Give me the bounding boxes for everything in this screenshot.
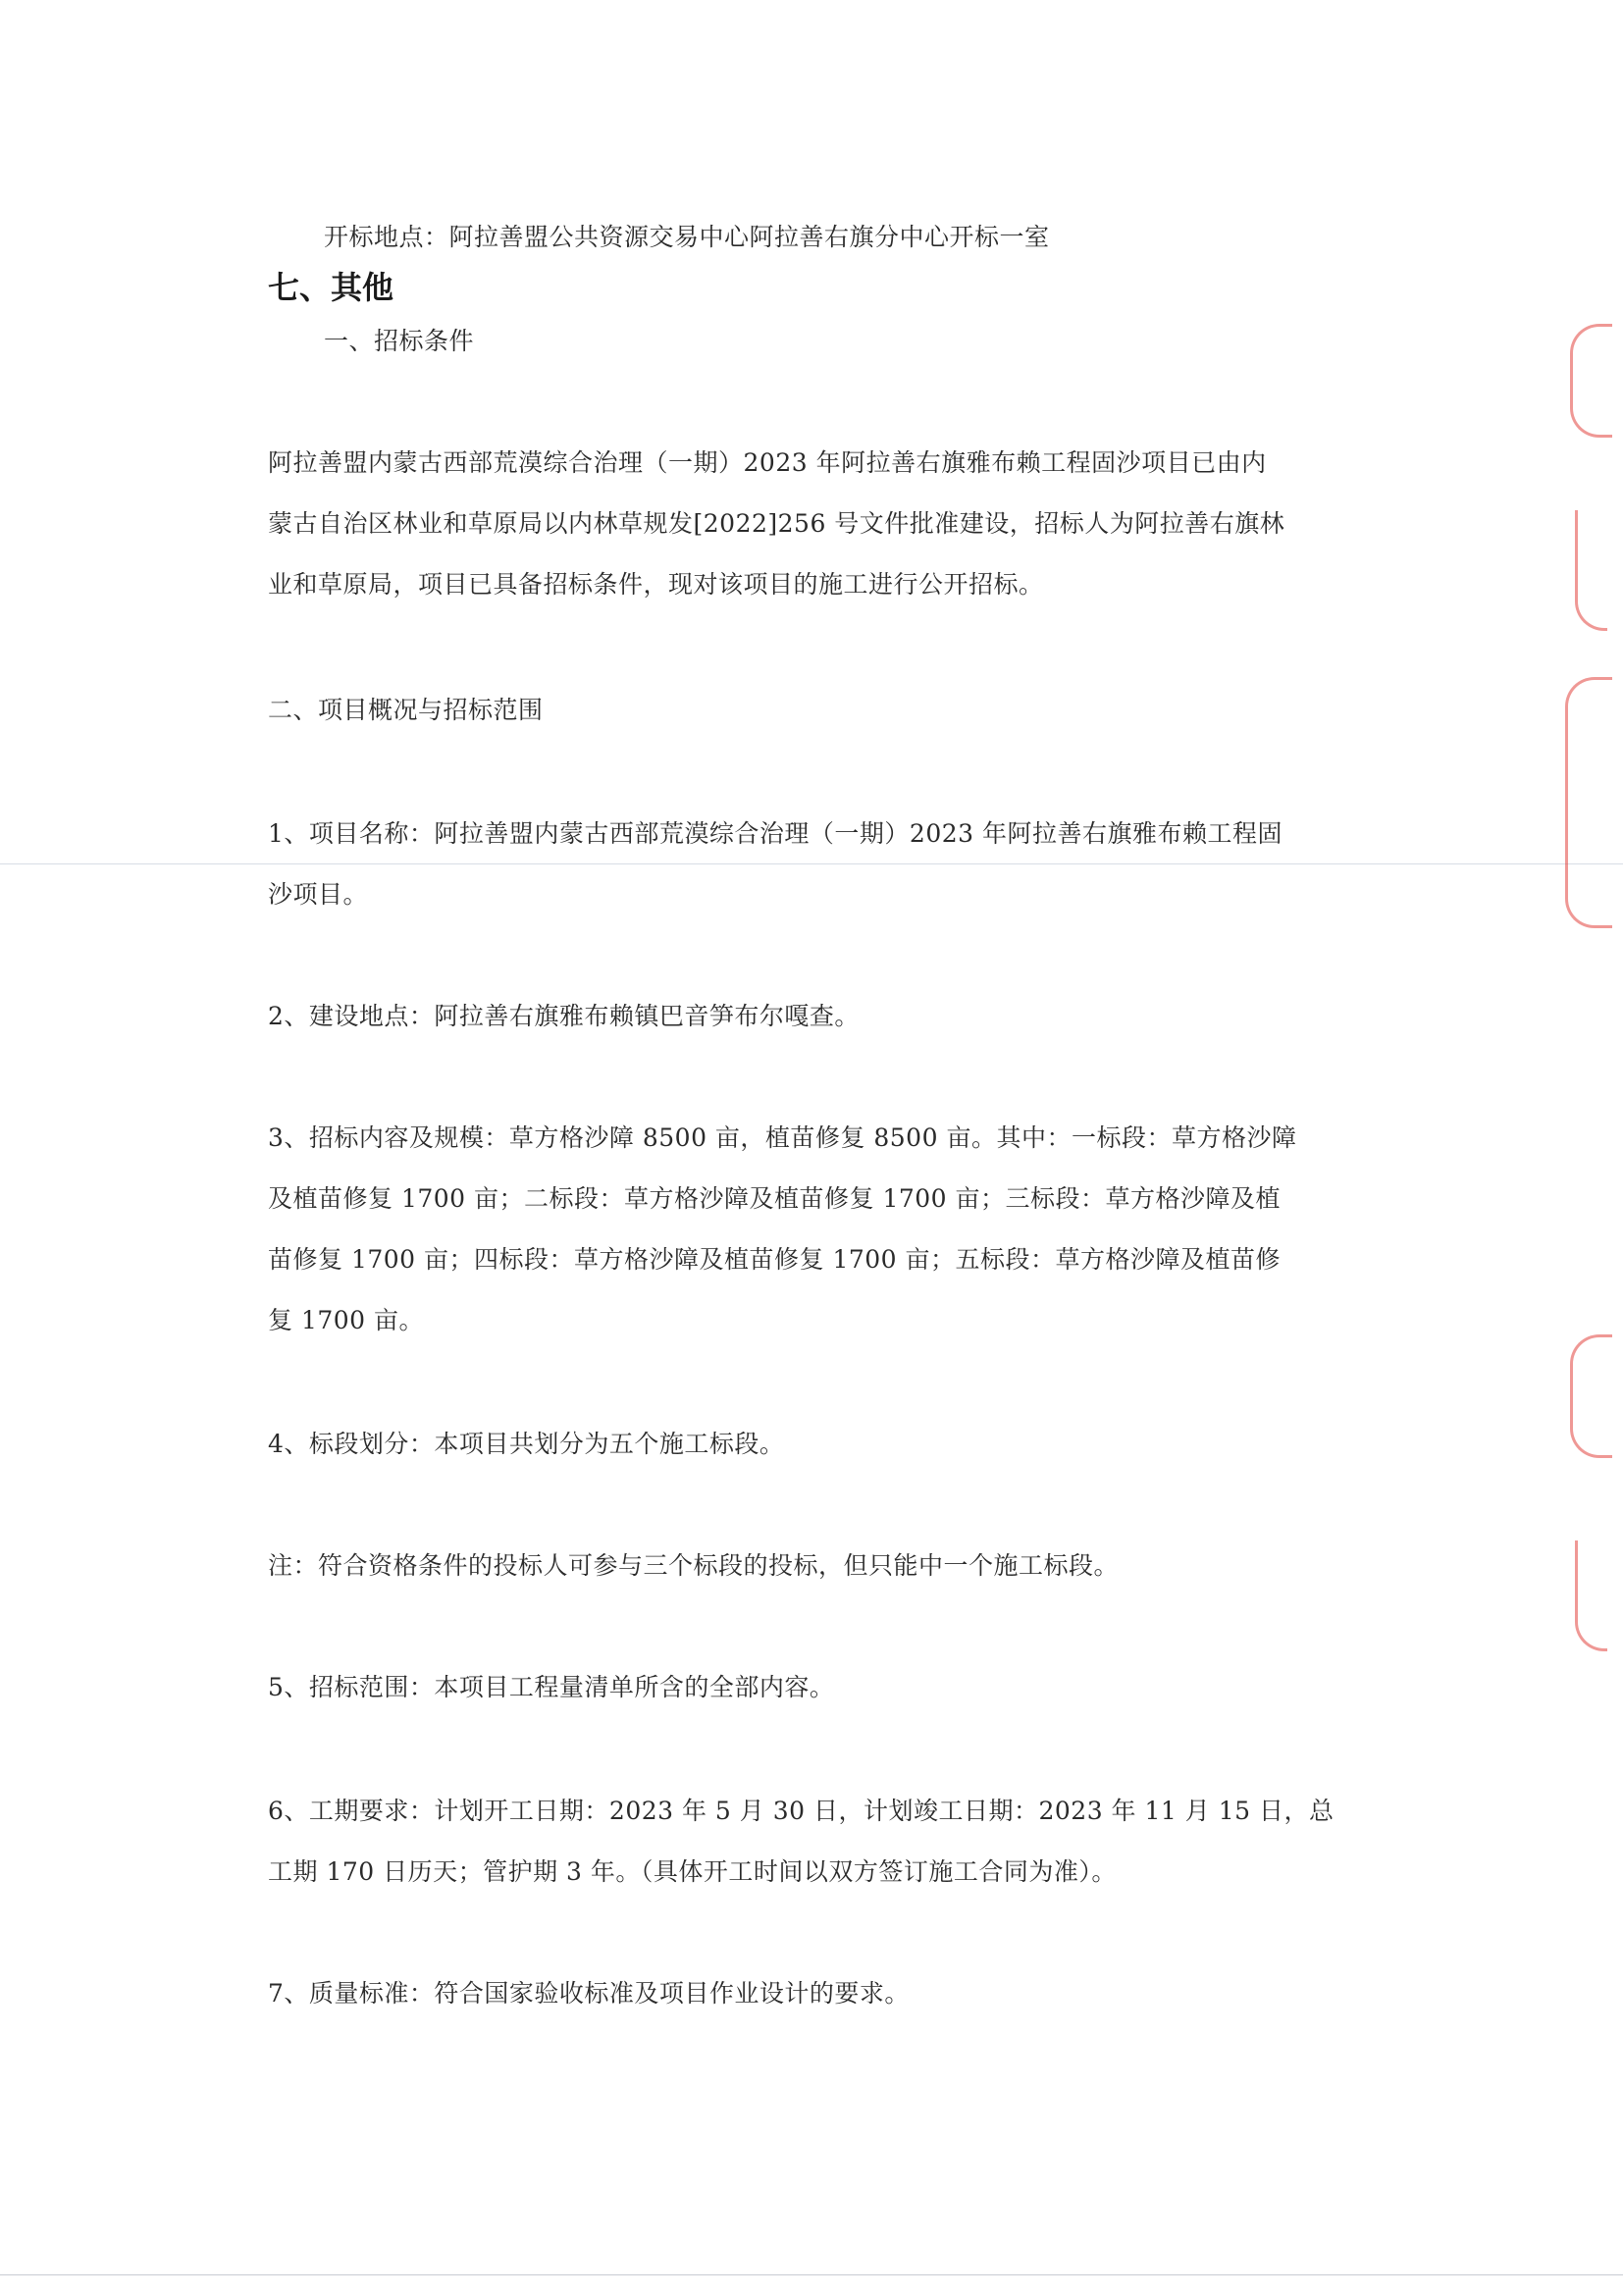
seal-fragment	[1570, 324, 1612, 438]
seal-fragment	[1565, 677, 1612, 928]
sub-title-project-overview: 二、项目概况与招标范围	[268, 696, 544, 724]
sub-title-bid-conditions: 一、招标条件	[324, 327, 475, 355]
seal-fragment	[1575, 510, 1607, 631]
seal-fragment	[1570, 1334, 1612, 1458]
note: 注：符合资格条件的投标人可参与三个标段的投标，但只能中一个施工标段。	[268, 1551, 1120, 1580]
item-scope-content: 3、招标内容及规模：草方格沙障 8500 亩，植苗修复 8500 亩。其中：一标段：草方格沙障	[268, 1123, 1297, 1152]
paragraph-line: 阿拉善盟内蒙古西部荒漠综合治理（一期）2023 年阿拉善右旗雅布赖工程固沙项目已由内	[268, 448, 1267, 477]
scan-line-bottom	[0, 2274, 1623, 2275]
item-schedule: 工期 170 日历天；管护期 3 年。（具体开工时间以双方签订施工合同为准）。	[268, 1857, 1117, 1886]
item-scope-content: 苗修复 1700 亩；四标段：草方格沙障及植苗修复 1700 亩；五标段：草方格沙障及植苗修	[268, 1245, 1282, 1274]
item-scope-content: 复 1700 亩。	[268, 1306, 425, 1334]
item-scope-content: 及植苗修复 1700 亩；二标段：草方格沙障及植苗修复 1700 亩；三标段：草方格沙障及植	[268, 1184, 1282, 1213]
item-project-name-cont: 沙项目。	[268, 880, 369, 909]
opening-location: 开标地点：阿拉善盟公共资源交易中心阿拉善右旗分中心开标一室	[324, 223, 1050, 251]
item-quality: 7、质量标准：符合国家验收标准及项目作业设计的要求。	[268, 1979, 910, 2008]
item-bid-range: 5、招标范围：本项目工程量清单所含的全部内容。	[268, 1673, 835, 1701]
item-project-name: 1、项目名称：阿拉善盟内蒙古西部荒漠综合治理（一期）2023 年阿拉善右旗雅布赖工程固	[268, 819, 1283, 848]
item-schedule: 6、工期要求：计划开工日期：2023 年 5 月 30 日，计划竣工日期：2023 年 11 月 15 日，总	[268, 1797, 1335, 1825]
seal-fragment	[1575, 1540, 1607, 1651]
item-sections: 4、标段划分：本项目共划分为五个施工标段。	[268, 1430, 785, 1458]
item-location: 2、建设地点：阿拉善右旗雅布赖镇巴音笋布尔嘎查。	[268, 1002, 860, 1030]
paragraph-line: 蒙古自治区林业和草原局以内林草规发[2022]256 号文件批准建设，招标人为阿拉善右旗林	[268, 509, 1285, 538]
section-title: 七、其他	[268, 269, 394, 306]
paragraph-line: 业和草原局，项目已具备招标条件，现对该项目的施工进行公开招标。	[268, 570, 1044, 599]
scan-line	[0, 863, 1623, 864]
